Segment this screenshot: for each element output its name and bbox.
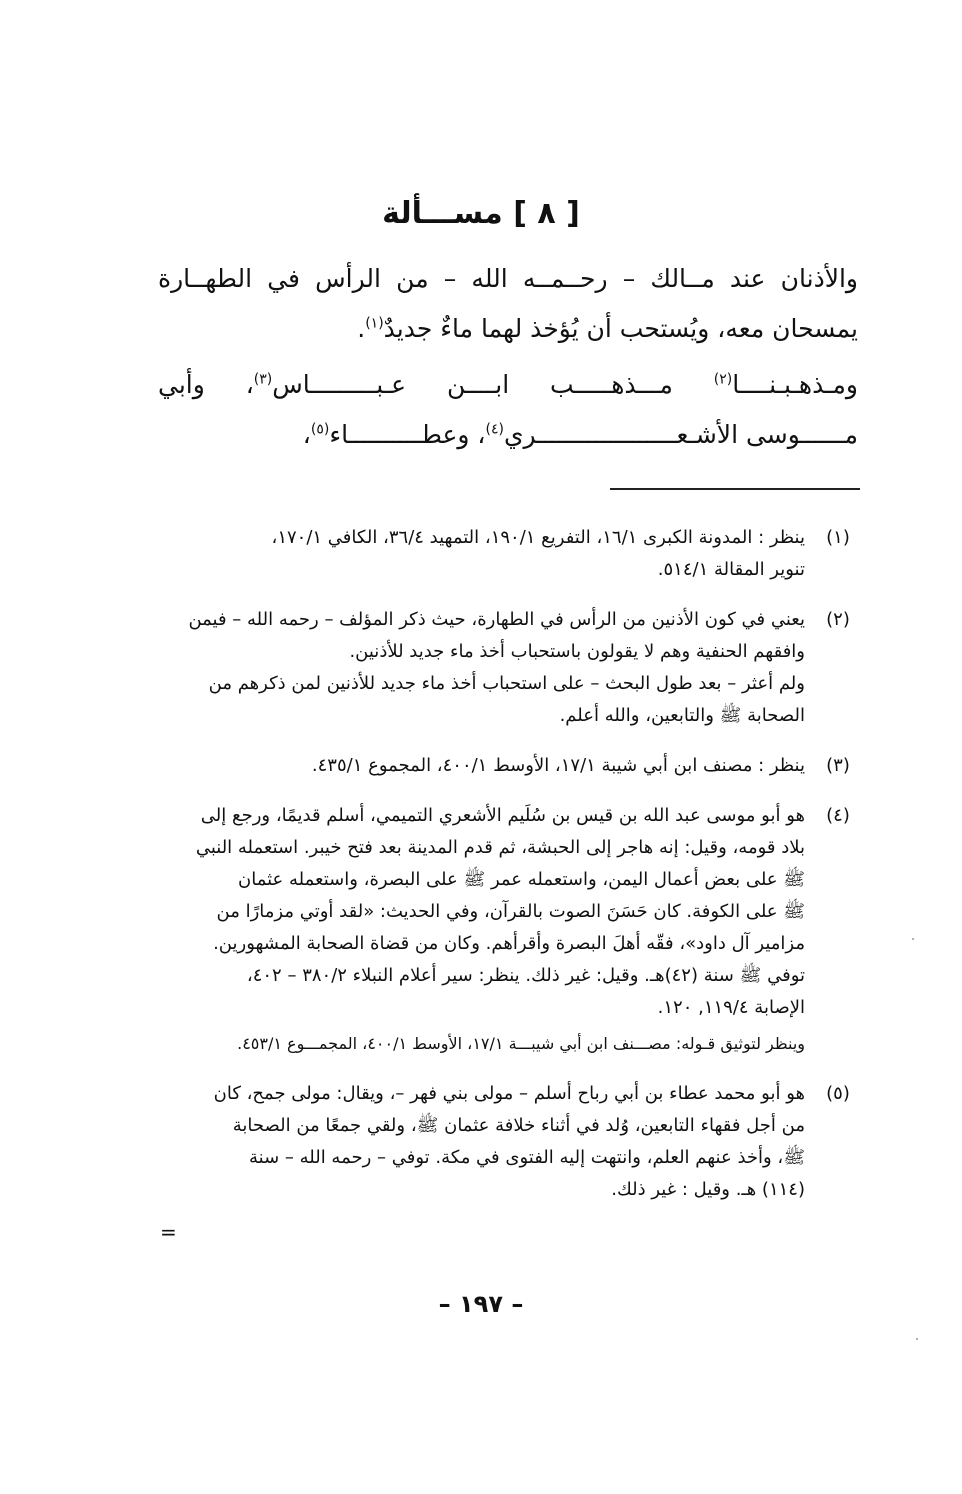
main-paragraph-1 (158, 254, 858, 354)
main-text: ، وعطــــــــــاء (329, 420, 486, 449)
main-text: . (357, 314, 366, 343)
scan-speck (912, 938, 914, 940)
footnote-body (155, 750, 805, 782)
footnote-line: الإصابة ١١٩/٤, ١٢٠. (657, 997, 805, 1018)
footnote-number: (٥) (826, 1083, 850, 1104)
footnote-line: تنوير المقالة ٥١٤/١. (657, 559, 805, 580)
main-text: ، وأبي (158, 370, 254, 399)
footnote-number: (١) (826, 527, 850, 548)
footnote-line: (١١٤) هـ. وقيل : غير ذلك. (611, 1179, 805, 1200)
footnote-line: ينظر : المدونة الكبرى ١٦/١، التفريع ١٩٠/١، التمهيد ٣٦/٤، الكافي ١٧٠/١، (271, 527, 805, 548)
footnote-line: هو أبو موسى عبد الله بن قيس بن سُلَيم الأشعري التميمي، أسلم قديمًا، ورجع إلى (200, 805, 805, 826)
main-line (158, 410, 858, 460)
footnote-line: وافقهم الحنفية وهم لا يقولون باستحباب أخذ ماء جديد للأذنين. (349, 641, 805, 662)
scan-speck (916, 1338, 918, 1340)
footnote-line: من أجل فقهاء التابعين، وُلد في أثناء خلافة عثمان ﷺ، ولقي جمعًا من الصحابة (232, 1115, 805, 1136)
main-text: ، (302, 420, 311, 449)
footnotes (155, 522, 863, 1224)
footnote-line: ﷺ على الكوفة. كان حَسَنَ الصوت بالقرآن، وفي الحديث: «لقد أوتي مزمارًا من (216, 901, 805, 922)
footnote-line: هو أبو محمد عطاء بن أبي رباح أسلم – مولى بني فهر –، ويقال: مولى جمح، كان (213, 1083, 805, 1104)
footnote-line: بلاد قومه، وقيل: إنه هاجر إلى الحبشة، ثم قدم المدينة بعد فتح خيبر. استعمله النبي (195, 837, 805, 858)
footnote-body (155, 800, 805, 1060)
footnote-line: يعني في كون الأذنين من الرأس في الطهارة، حيث ذكر المؤلف – رحمه الله – فيمن (188, 609, 805, 630)
footnote-line: ولم أعثر – بعد طول البحث – على استحباب أخذ ماء جديد للأذنين لمن ذكرهم من (208, 673, 805, 694)
main-text: ومـذهـبـنــــا (732, 370, 858, 399)
main-line (158, 304, 858, 354)
main-line (158, 254, 858, 304)
footnote-3 (155, 750, 863, 782)
footnote-extra-line: وينظر لتوثيق قـوله: مصـــنف ابن أبي شيبـــة ١٧/١، الأوسط ٤٠٠/١، المجمـــوع ٤٥٣/١. (237, 1034, 805, 1053)
footnote-body (155, 1078, 805, 1206)
footnote-line: مزامير آل داود»، فقّه أهلَ البصرة وأقرأهم. وكان من قضاة الصحابة المشهورين. (213, 933, 805, 954)
footnote-body (155, 604, 805, 732)
footnote-number: (٢) (826, 609, 850, 630)
continuation-mark: = (160, 1220, 177, 1244)
footnote-ref[interactable]: (٢) (713, 371, 733, 388)
page-number: – ١٩٧ – (438, 1290, 524, 1318)
main-paragraph-2 (158, 360, 858, 460)
footnote-line: ﷺ، وأخذ عنهم العلم، وانتهت إليه الفتوى في مكة. توفي – رحمه الله – سنة (249, 1147, 805, 1168)
footnote-1 (155, 522, 863, 586)
footnote-body (155, 522, 805, 586)
section-heading: [ ٨ ] مســـألة (382, 196, 580, 231)
main-text: مـــذهـــــب ابــــن عـبـــــــــاس (272, 370, 714, 399)
footnote-5 (155, 1078, 863, 1206)
footnote-line: ينظر : مصنف ابن أبي شيبة ١٧/١، الأوسط ٤٠٠/١، المجموع ٤٣٥/١. (311, 755, 805, 776)
footnote-ref[interactable]: (٣) (253, 371, 273, 388)
footnote-line: توفي ﷺ سنة (٤٢)هـ. وقيل: غير ذلك. ينظر: سير أعلام النبلاء ٣٨٠/٢ – ٤٠٢، (246, 965, 805, 986)
main-line (158, 360, 858, 410)
footnote-number: (٣) (826, 755, 850, 776)
footnote-separator (610, 488, 860, 490)
footnote-line: الصحابة ﷺ والتابعين، والله أعلم. (559, 705, 805, 726)
main-text: والأذنان عند مــالك – رحــمــه الله – من الرأس في الطهــارة (158, 264, 858, 293)
footnote-ref[interactable]: (١) (365, 315, 384, 332)
footnote-ref[interactable]: (٤) (485, 421, 504, 438)
footnote-2 (155, 604, 863, 732)
footnote-number: (٤) (826, 805, 850, 826)
main-text: مــــــوسى الأشـعـــــــــــــــــــري (503, 420, 858, 449)
footnote-4 (155, 800, 863, 1060)
main-line-inner (158, 360, 858, 410)
footnote-line: ﷺ على بعض أعمال اليمن، واستعمله عمر ﷺ على البصرة، واستعمله عثمان (238, 869, 805, 890)
main-text: يمسحان معه، ويُستحب أن يُؤخذ لهما ماءٌ جديدٌ (383, 314, 858, 343)
footnote-ref[interactable]: (٥) (310, 421, 330, 438)
